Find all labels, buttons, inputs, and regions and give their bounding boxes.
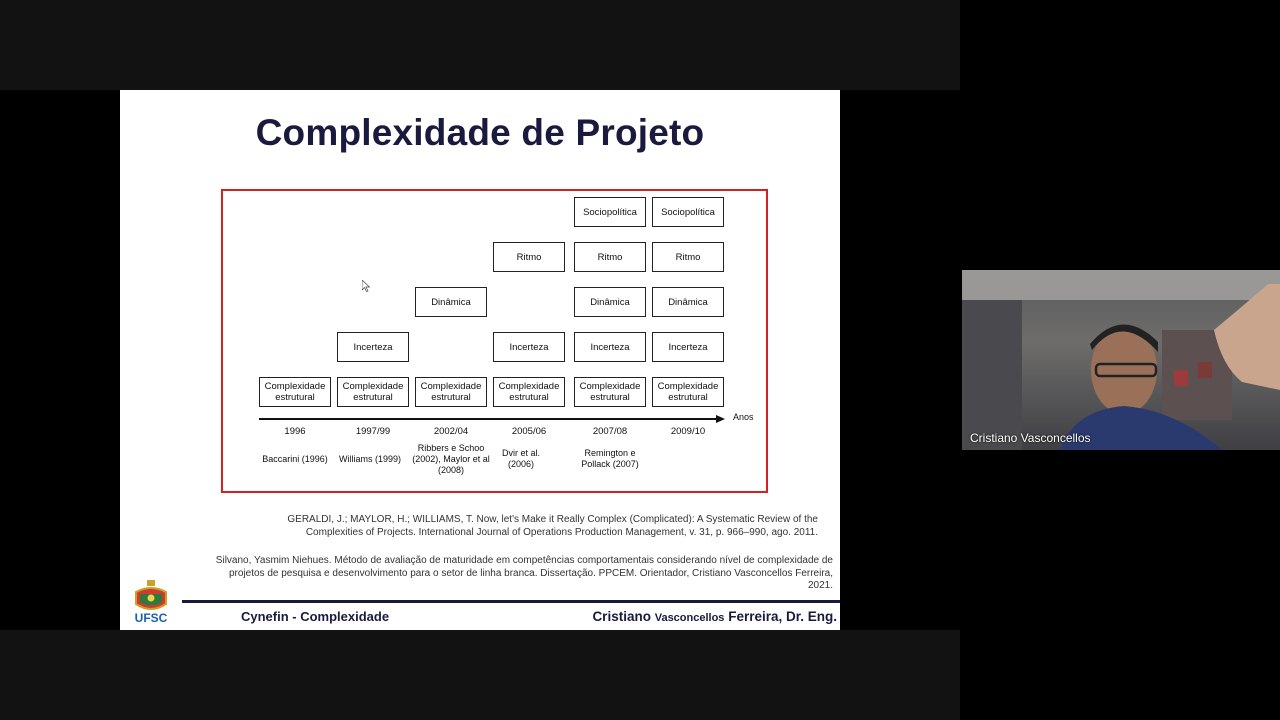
diagram-cell: Ritmo xyxy=(652,242,724,272)
diagram-cell: Complexidade estrutural xyxy=(493,377,565,407)
year-label: 2009/10 xyxy=(670,426,706,437)
diagram-cell: Incerteza xyxy=(493,332,565,362)
timeline-arrow xyxy=(716,415,725,423)
diagram-cell: Ritmo xyxy=(574,242,646,272)
slide-title: Complexidade de Projeto xyxy=(255,112,705,153)
footer-author-first: Cristiano xyxy=(592,609,651,624)
year-label: 2005/06 xyxy=(511,426,547,437)
diagram-cell: Sociopolítica xyxy=(574,197,646,227)
author-label: Dvir et al. (2006) xyxy=(501,448,540,469)
diagram-cell: Dinâmica xyxy=(574,287,646,317)
presentation-slide xyxy=(120,90,840,630)
author-label: Baccarini (1996) xyxy=(262,454,328,464)
footer-topic: Cynefin - Complexidade xyxy=(241,609,390,624)
diagram-cell: Complexidade estrutural xyxy=(259,377,331,407)
axis-label: Anos xyxy=(733,412,754,422)
author-label: Remington e Pollack (2007) xyxy=(581,448,639,469)
reference-1: GERALDI, J.; MAYLOR, H.; WILLIAMS, T. Now, let's Make it Really Complex (Complicated): A Systematic Review of the Complexities of Projects. International Journal of Operations Production Management, v. 31, p. 966–990, ago. 2011. xyxy=(287,514,818,538)
ufsc-logo-text: UFSC xyxy=(134,611,168,625)
diagram-cell: Complexidade estrutural xyxy=(337,377,409,407)
year-label: 1997/99 xyxy=(355,426,391,437)
diagram-cell: Incerteza xyxy=(574,332,646,362)
participant-name: Cristiano Vasconcellos xyxy=(970,431,1091,445)
participant-video-tile[interactable] xyxy=(962,270,1280,450)
diagram-cell: Complexidade estrutural xyxy=(415,377,487,407)
diagram-cell: Dinâmica xyxy=(415,287,487,317)
year-label: 1996 xyxy=(284,426,306,437)
complexity-diagram xyxy=(221,189,768,493)
reference-2: Silvano, Yasmim Niehues. Método de avaliação de maturidade em competências comportamentais considerando nível de complexidade de projetos de pesquisa e desenvolvimento para o setor de linha branca. Dissertação. PPCEM. Orientador, Cristiano Vasconcellos Ferreira, 2021. xyxy=(215,555,833,591)
mouse-cursor-icon xyxy=(362,280,370,292)
year-label: 2002/04 xyxy=(433,426,469,437)
author-label: Ribbers e Schoo (2002), Maylor et al (2008) xyxy=(412,443,490,475)
diagram-cell: Incerteza xyxy=(337,332,409,362)
author-label: Williams (1999) xyxy=(338,454,401,464)
footer-author-last: Ferreira, Dr. Eng. xyxy=(728,609,837,624)
diagram-cell: Complexidade estrutural xyxy=(574,377,646,407)
timeline-axis xyxy=(259,418,717,420)
year-label: 2007/08 xyxy=(592,426,628,437)
footer-divider xyxy=(182,600,840,603)
diagram-cell: Ritmo xyxy=(493,242,565,272)
diagram-cell: Incerteza xyxy=(652,332,724,362)
diagram-cell: Dinâmica xyxy=(652,287,724,317)
diagram-cell: Complexidade estrutural xyxy=(652,377,724,407)
footer-author-middle: Vasconcellos xyxy=(654,612,725,624)
diagram-cell: Sociopolítica xyxy=(652,197,724,227)
footer-author xyxy=(592,609,837,624)
participant-video-feed xyxy=(962,270,1280,450)
